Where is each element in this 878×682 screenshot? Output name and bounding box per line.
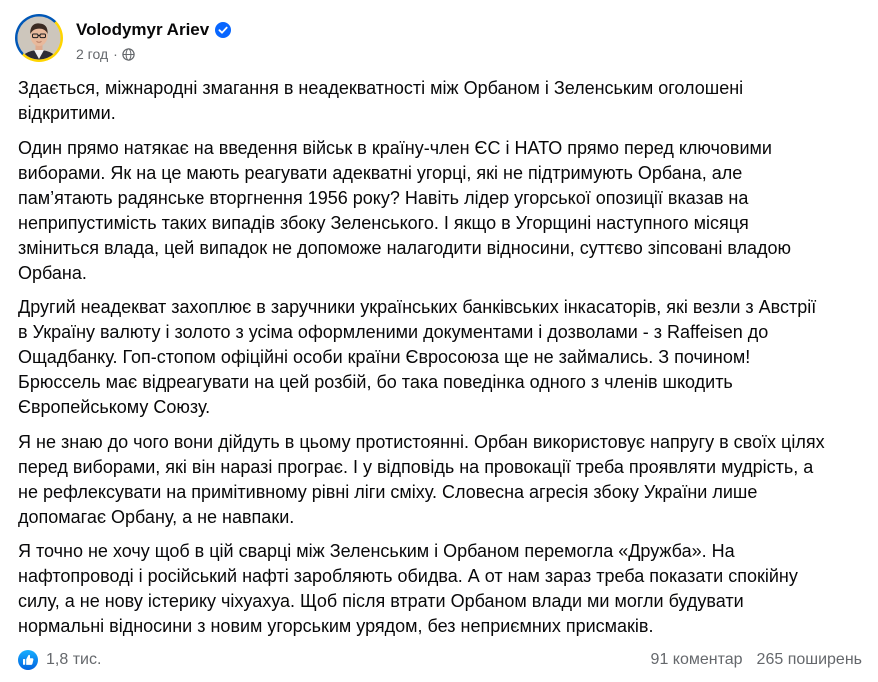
post-text-line: нормальні відносини з новим угорським урядом, без неприємних присмаків.: [18, 616, 654, 636]
post-paragraph: [18, 295, 860, 420]
post-text-line: неприпустимість таких випадів збоку Зеленського. І якщо в Угорщині наступного місяця: [18, 212, 749, 233]
like-icon: [18, 650, 38, 670]
post-meta: [76, 44, 135, 64]
avatar[interactable]: [14, 13, 64, 63]
post-paragraph: [18, 430, 860, 530]
post-footer: [18, 648, 862, 672]
reactions-summary[interactable]: [18, 650, 101, 670]
post-text-line: силу, а не нову істерику чіхуахуа. Щоб після втрати Орбаном влади ми могли будувати: [18, 591, 744, 611]
post-text-line: Європейському Союзу.: [18, 397, 211, 417]
reactions-count: 1,8 тис.: [46, 651, 102, 668]
post-text-line: Здається, міжнародні змагання в неадекватності між Орбаном і Зеленським оголошені: [18, 78, 744, 98]
post-text-line: Орбана.: [18, 262, 87, 283]
post-text-line: пам’ятають радянське вторгнення 1956 року? Навіть лідер угорської опозиції вказав на: [18, 187, 749, 208]
verified-badge-icon: [215, 22, 231, 38]
post-text-line: відкритими.: [18, 103, 116, 123]
author-row: [76, 19, 231, 41]
comments-count-link[interactable]: 91 коментар: [650, 651, 743, 668]
post-text-line: не рефлексувати на примітивному рівні ліги сміху. Словесна агресія збоку України лише: [18, 481, 758, 502]
post-text-line: Брюссель має відреагувати на цей розбій, бо така поведінка одного з членів шкодить: [18, 372, 733, 392]
post-paragraph: [18, 539, 860, 639]
post-text-line: зміниться влада, цей випадок не допоможе налагодити відносини, суттєво зіпсовані владою: [18, 237, 791, 258]
post-text-line: виборами. Як на це мають реагувати адекватні угорці, які не підтримують Орбана, але: [18, 162, 743, 183]
globe-icon: [122, 48, 135, 61]
post-text-line: в Україну валюту і золото з усіма оформленими документами і дозволами - з Raffeisen до: [18, 322, 769, 342]
post-text-line: Ощадбанку. Гоп-стопом офіційні особи країни Євросоюза ще не займались. З почином!: [18, 347, 751, 367]
profile-photo-icon: [14, 13, 64, 63]
post-text-line: нафтопроводі і російський нафті заробляють обидва. А от нам зараз треба показати спокійну: [18, 566, 798, 586]
post-text-line: перед виборами, які він наразі програє. І у відповідь на провокації треба проявляти мудрість, а: [18, 456, 814, 477]
post-text-line: Я не знаю до чого вони дійдуть в цьому протистоянні. Орбан використовує напругу в своїх цілях: [18, 431, 825, 452]
post-text-line: Один прямо натякає на введення військ в країну-член ЄС і НАТО прямо перед ключовими: [18, 137, 772, 158]
post-paragraph: [18, 76, 860, 126]
post-text: [18, 76, 860, 649]
shares-count-link[interactable]: 265 поширень: [756, 651, 862, 668]
post-text-line: Я точно не хочу щоб в цій сварці між Зеленським і Орбаном перемогла «Дружба». На: [18, 541, 735, 561]
post-timestamp[interactable]: 2 год: [76, 46, 109, 62]
post-text-line: допомагає Орбану, а не навпаки.: [18, 506, 295, 527]
author-name[interactable]: Volodymyr Ariev: [76, 20, 210, 39]
post-stats: [651, 651, 862, 669]
post-text-line: Другий неадекват захоплює в заручники українських банківських інкасаторів, які везли з Австрії: [18, 297, 817, 317]
meta-separator: ·: [113, 46, 118, 62]
post-paragraph: [18, 136, 860, 286]
